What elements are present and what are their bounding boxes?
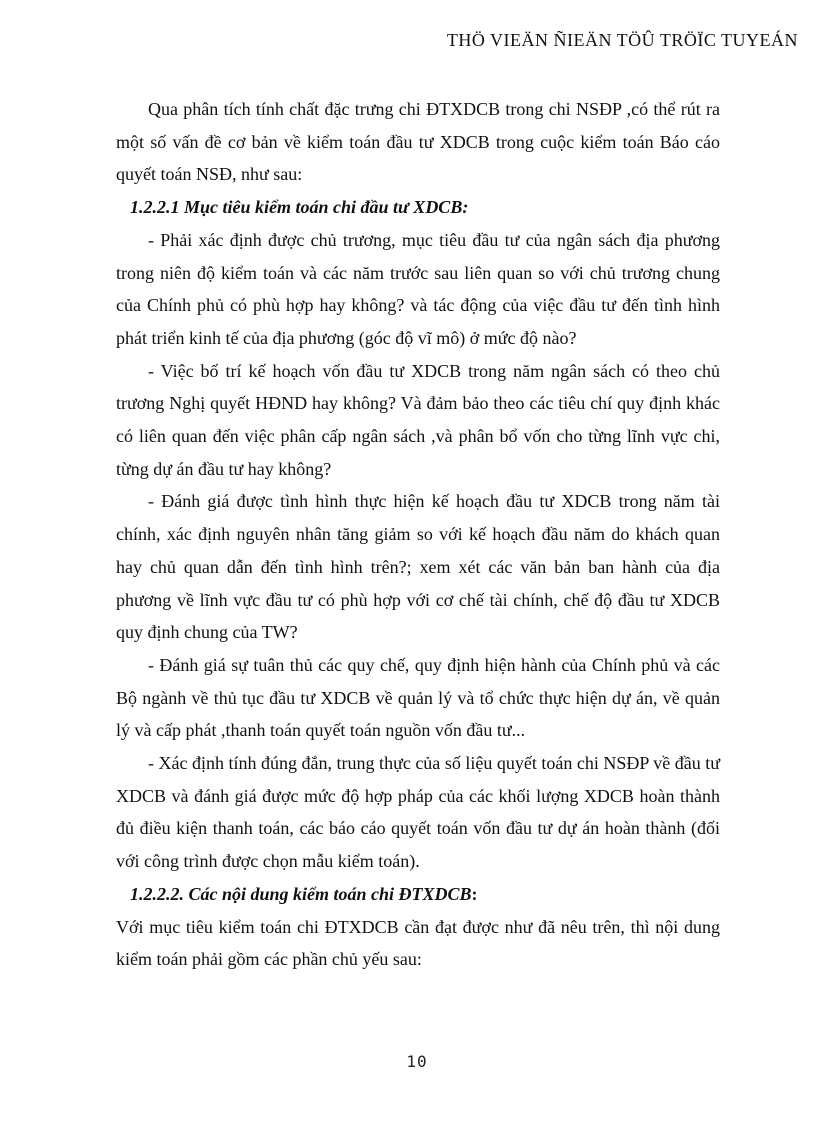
objective-paragraph: - Phải xác định được chủ trương, mục tiêu đầu tư của ngân sách địa phương trong niên độ kiểm toán và các năm trước sau liên quan so với chủ trương chung của Chính phủ có phù hợp hay không? và tác động của việc đầu tư đến tình hình phát triển kinh tế của địa phương (góc độ vĩ mô) ở mức độ nào? (116, 229, 720, 348)
closing-paragraph: Với mục tiêu kiểm toán chi ĐTXDCB cần đạt được như đã nêu trên, thì nội dung kiểm toán phải gồm các phần chủ yếu sau: (116, 916, 720, 970)
intro-paragraph: Qua phân tích tính chất đặc trưng chi ĐTXDCB trong chi NSĐP ,có thể rút ra một số vấn đề cơ bản về kiểm toán đầu tư XDCB trong cuộc kiểm toán Báo cáo quyết toán NSĐ, như sau: (116, 99, 720, 185)
objective-paragraph: - Việc bố trí kế hoạch vốn đầu tư XDCB trong năm ngân sách có theo chủ trương Nghị quyết HĐND hay không? Và đảm bảo theo các tiêu chí quy định khác có liên quan đến việc phân cấp ngân sách ,và phân bổ vốn cho từng lĩnh vực chi, từng dự án đầu tư hay không? (116, 360, 720, 479)
heading-colon: : (471, 883, 478, 904)
objective-paragraph: - Đánh giá được tình hình thực hiện kế hoạch đầu tư XDCB trong năm tài chính, xác định nguyên nhân tăng giảm so với kế hoạch đầu năm do khách quan hay chủ quan dẫn đến tình hình trên?; xem xét các văn bản ban hành của địa phương về lĩnh vực đầu tư có phù hợp với cơ chế tài chính, chế độ đầu tư XDCB quy định chung của TW? (116, 491, 720, 643)
document-body (116, 93, 720, 976)
section-heading-contents (116, 878, 720, 911)
section-heading-objectives: 1.2.2.1 Mục tiêu kiểm toán chi đầu tư XDCB: (130, 197, 469, 218)
objective-paragraph: - Xác định tính đúng đắn, trung thực của số liệu quyết toán chi NSĐP về đầu tư XDCB và đánh giá được mức độ hợp pháp của các khối lượng XDCB hoàn thành đủ điều kiện thanh toán, các báo cáo quyết toán vốn đầu tư dự án hoàn thành (đối với công trình được chọn mẫu kiểm toán). (116, 753, 720, 872)
section-heading-contents-text: 1.2.2.2. Các nội dung kiểm toán chi ĐTXDCB (130, 883, 472, 904)
objective-paragraph: - Đánh giá sự tuân thủ các quy chế, quy định hiện hành của Chính phủ và các Bộ ngành về thủ tục đầu tư XDCB về quản lý và tổ chức thực hiện dự án, về quản lý và cấp phát ,thanh toán quyết toán nguồn vốn đầu tư... (116, 654, 720, 741)
library-header: THÖ VIEÄN ÑIEÄN TÖÛ TRÖÏC TUYEÁN (446, 30, 798, 50)
page-number: 10 (406, 1052, 428, 1071)
